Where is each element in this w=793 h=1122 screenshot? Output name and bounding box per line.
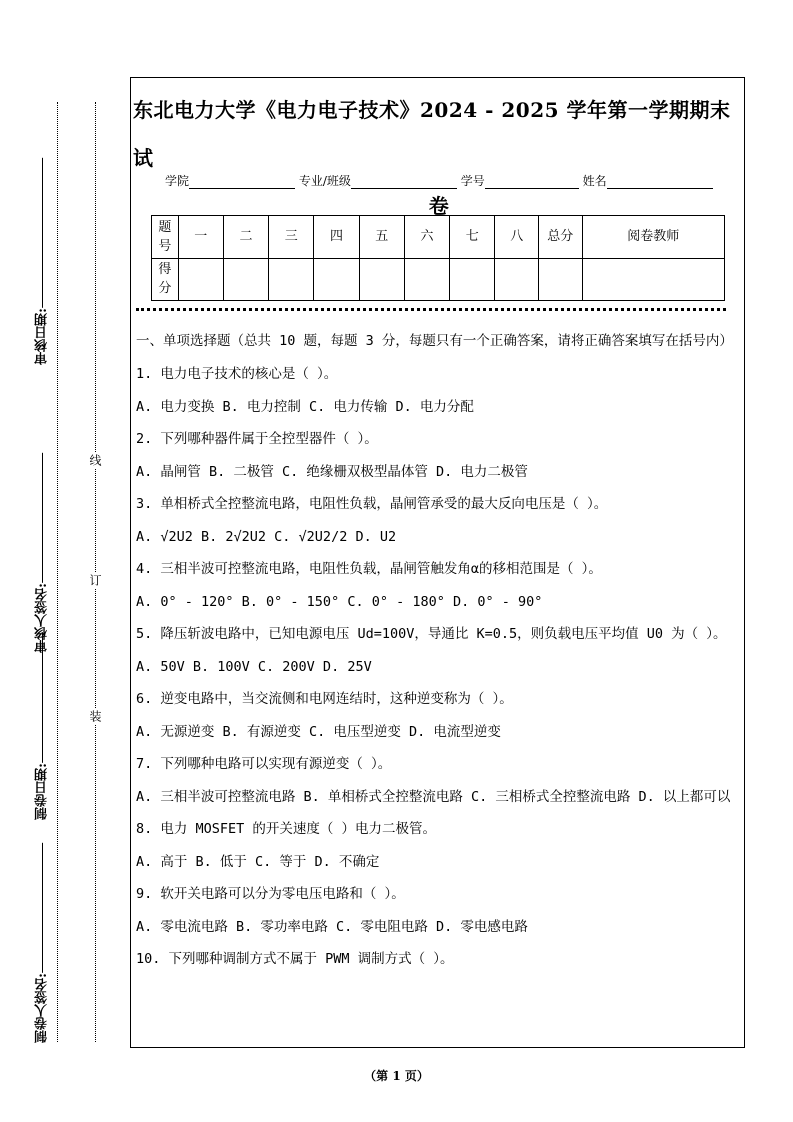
score-cell-total[interactable] <box>538 258 582 301</box>
options-6: A. 无源逆变 B. 有源逆变 C. 电压型逆变 D. 电流型逆变 <box>136 723 501 740</box>
options-7: A. 三相半波可控整流电路 B. 单相桥式全控整流电路 C. 三相桥式全控整流电路 D. 以上都可以 <box>136 788 731 805</box>
score-cell[interactable] <box>495 258 539 301</box>
score-table-header-row <box>152 216 725 259</box>
reviewer-sign-label: 审核人签名: <box>35 583 50 653</box>
col-header-total: 总分 <box>538 216 582 259</box>
question-5: 5. 降压斩波电路中，已知电源电压 Ud=100V，导通比 K=0.5，则负载电压平均值 U0 为（ ）。 <box>136 626 727 642</box>
score-cell[interactable] <box>314 258 359 301</box>
col-header-grader: 阅卷教师 <box>582 216 724 259</box>
col-header: 一 <box>178 216 223 259</box>
score-cell[interactable] <box>450 258 495 301</box>
section-heading: 一、单项选择题（总共 10 题，每题 3 分，每题只有一个正确答案，请将正确答案填写在括号内） <box>136 333 733 349</box>
maker-sign-label: 制卷人签名: <box>35 973 50 1043</box>
separator-dotted <box>136 308 726 311</box>
question-2: 2. 下列哪种器件属于全控型器件（ ）。 <box>136 431 378 447</box>
major-class-label: 专业/班级 <box>298 174 351 188</box>
reviewer-sign-field <box>33 450 52 653</box>
score-cell[interactable] <box>178 258 223 301</box>
col-header: 二 <box>223 216 268 259</box>
question-9: 9. 软开关电路可以分为零电压电路和（ ）。 <box>136 886 405 902</box>
question-section <box>136 330 741 981</box>
cut-mark-ding: 订 <box>88 574 102 586</box>
score-table <box>151 215 725 301</box>
question-3: 3. 单相桥式全控整流电路，电阻性负载，晶闸管承受的最大反向电压是（ ）。 <box>136 496 608 512</box>
make-date-blank[interactable] <box>43 633 44 763</box>
maker-sign-blank[interactable] <box>43 843 44 973</box>
college-label: 学院 <box>165 174 190 188</box>
major-class-blank[interactable] <box>351 176 457 189</box>
col-header: 五 <box>359 216 404 259</box>
options-9: A. 零电流电路 B. 零功率电路 C. 零电阻电路 D. 零电感电路 <box>136 918 528 935</box>
options-3: A. √2U2 B. 2√2U2 C. √2U2/2 D. U2 <box>136 528 397 545</box>
name-label: 姓名 <box>582 174 607 188</box>
cut-mark-zhuang: 装 <box>88 710 102 722</box>
title-line1: 东北电力大学《电力电子技术》2024 - 2025 学年第一学期期末试 <box>133 98 731 170</box>
score-cell-grader[interactable] <box>582 258 724 301</box>
review-date-blank[interactable] <box>43 158 44 308</box>
question-4: 4. 三相半波可控整流电路，电阻性负载，晶闸管触发角α的移相范围是（ ）。 <box>136 561 602 577</box>
score-cell[interactable] <box>404 258 449 301</box>
score-cell[interactable] <box>359 258 404 301</box>
col-header: 四 <box>314 216 359 259</box>
review-date-field <box>33 155 52 365</box>
question-6: 6. 逆变电路中，当交流侧和电网连结时，这种逆变称为（ ）。 <box>136 691 513 707</box>
col-header: 七 <box>450 216 495 259</box>
student-info-row <box>165 172 725 189</box>
student-id-blank[interactable] <box>485 176 579 189</box>
question-1: 1. 电力电子技术的核心是（ ）。 <box>136 366 338 382</box>
exam-title <box>133 86 745 230</box>
maker-sign-field <box>33 840 52 1043</box>
options-2: A. 晶闸管 B. 二极管 C. 绝缘栅双极型晶体管 D. 电力二极管 <box>136 463 528 480</box>
name-blank[interactable] <box>607 176 713 189</box>
row-label-question: 题号 <box>152 216 179 259</box>
question-8: 8. 电力 MOSFET 的开关速度（ ）电力二极管。 <box>136 821 437 837</box>
row-label-score: 得分 <box>152 258 179 301</box>
make-date-field <box>33 630 52 820</box>
question-7: 7. 下列哪种电路可以实现有源逆变（ ）。 <box>136 756 392 772</box>
col-header: 三 <box>269 216 314 259</box>
options-4: A. 0° - 120° B. 0° - 150° C. 0° - 180° D. 0° - 90° <box>136 593 543 610</box>
question-10: 10. 下列哪种调制方式不属于 PWM 调制方式（ ）。 <box>136 951 454 967</box>
col-header: 六 <box>404 216 449 259</box>
col-header: 八 <box>495 216 539 259</box>
cut-mark-line: 线 <box>88 454 102 466</box>
reviewer-sign-blank[interactable] <box>43 453 44 583</box>
score-table-score-row <box>152 258 725 301</box>
student-id-label: 学号 <box>460 174 485 188</box>
options-5: A. 50V B. 100V C. 200V D. 25V <box>136 658 372 675</box>
options-1: A. 电力变换 B. 电力控制 C. 电力传输 D. 电力分配 <box>136 398 474 415</box>
make-date-label: 制卷日期: <box>35 763 50 820</box>
binding-line-left <box>57 102 58 1042</box>
score-cell[interactable] <box>223 258 268 301</box>
college-blank[interactable] <box>189 176 295 189</box>
review-date-label: 审核日期: <box>35 308 50 365</box>
score-cell[interactable] <box>269 258 314 301</box>
page-number: （第 1 页） <box>364 1069 429 1083</box>
title-line2: 卷 <box>428 194 450 218</box>
options-8: A. 高于 B. 低于 C. 等于 D. 不确定 <box>136 853 380 870</box>
